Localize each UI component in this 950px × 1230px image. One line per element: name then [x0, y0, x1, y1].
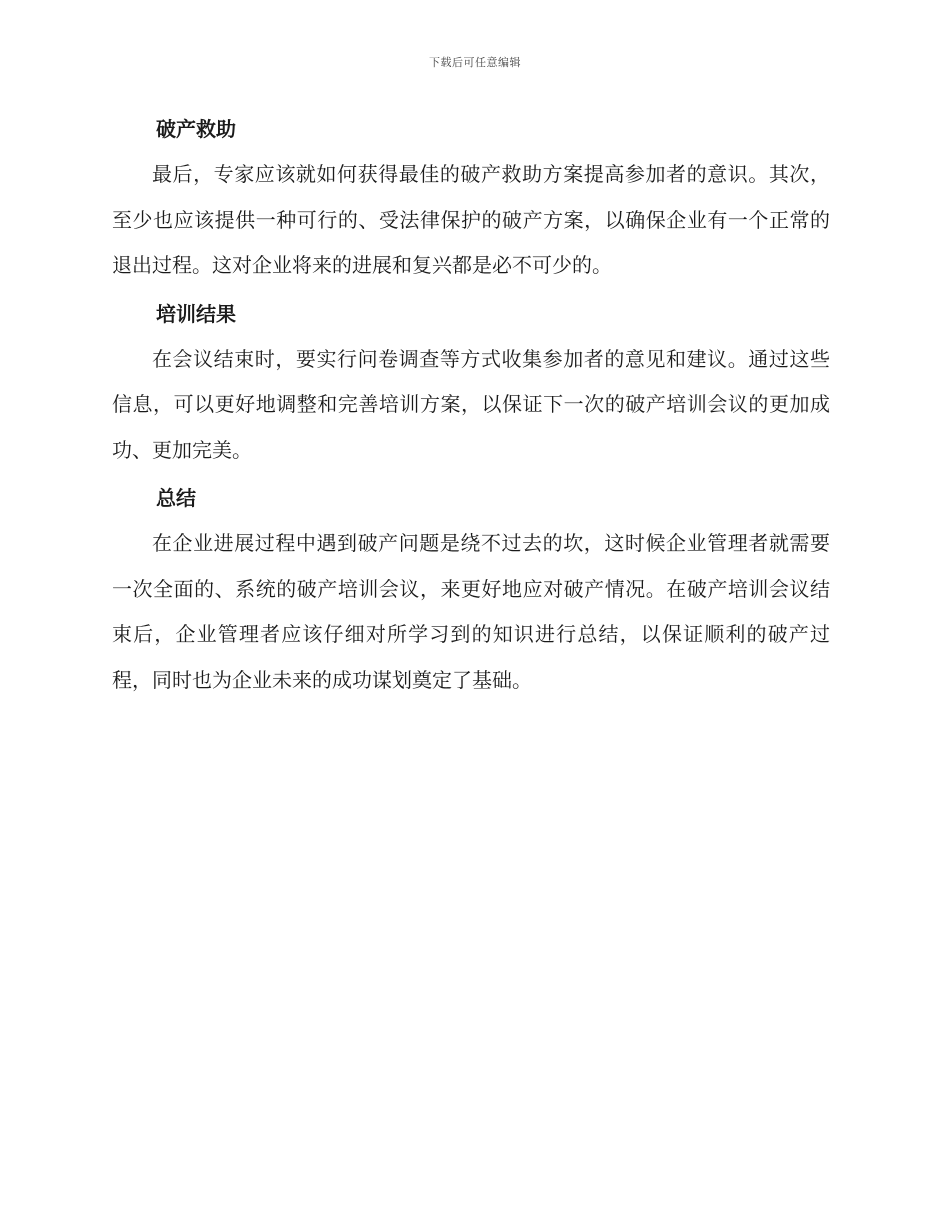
- section-bankruptcy-aid: [112, 112, 830, 297]
- section-heading: 培训结果: [156, 301, 236, 326]
- section-heading: 总结: [156, 486, 196, 510]
- section-paragraph: 在企业进展过程中遇到破产问题是绕不过去的坎，这时候企业管理者就需要一次全面的、系统的破产培训会议，来更好地应对破产情况。在破产培训会议结束后，企业管理者应该仔细对所学习到的知识进行总结，以保证顺利的破产过程，同时也为企业未来的成功谋划奠定了基础。: [112, 531, 830, 692]
- document-body: [112, 112, 830, 703]
- section-paragraph: 在会议结束时，要实行问卷调查等方式收集参加者的意见和建议。通过这些信息，可以更好地调整和完善培训方案，以保证下一次的破产培训会议的更加成功、更加完美。: [112, 346, 830, 462]
- section-summary: [112, 481, 830, 703]
- section-training-results: [112, 297, 830, 482]
- section-paragraph: 最后，专家应该就如何获得最佳的破产救助方案提高参加者的意识。其次，至少也应该提供一种可行的、受法律保护的破产方案，以确保企业有一个正常的退出过程。这对企业将来的进展和复兴都是必不可少的。: [112, 162, 830, 277]
- section-heading: 破产救助: [156, 117, 236, 141]
- page-header: 下载后可任意编辑: [429, 56, 521, 69]
